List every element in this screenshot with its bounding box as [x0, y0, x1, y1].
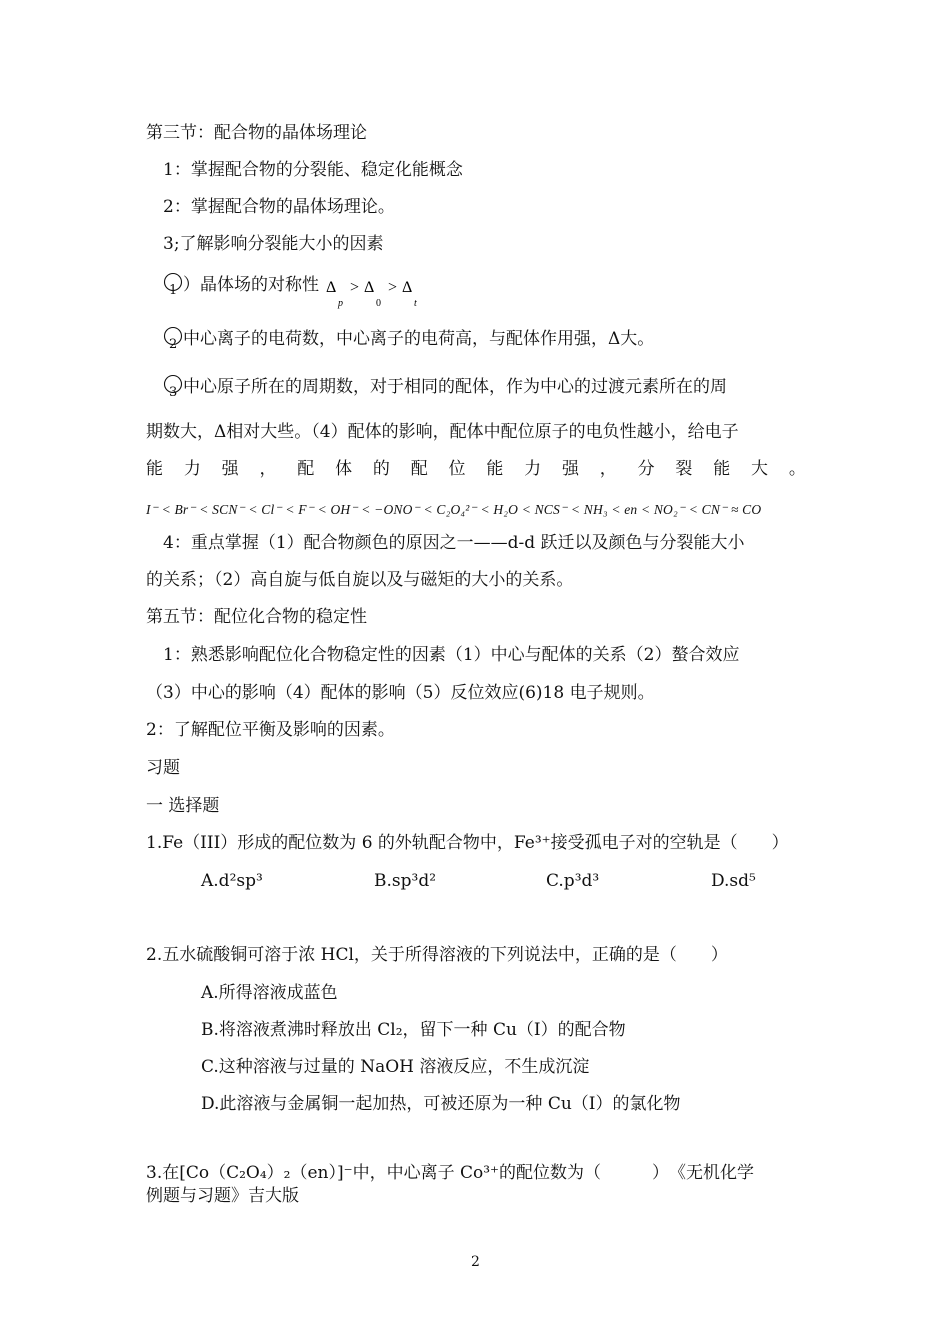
svg-text:Δ: Δ — [326, 279, 337, 296]
question-3-stem-line1: 3.在[Co（C₂O₄）₂（en）]⁻中，中心离子 Co³⁺的配位数为（ ） 《无机化学 — [146, 1163, 755, 1183]
svg-text:t: t — [414, 298, 418, 309]
svg-text:Δ: Δ — [364, 279, 375, 296]
question-1-option-c: C.p³d³ — [546, 871, 600, 891]
s5-objective-2: 2：了解配位平衡及影响的因素。 — [146, 720, 395, 740]
svg-text:0: 0 — [376, 298, 382, 309]
svg-text:Δ: Δ — [402, 279, 413, 296]
svg-text:>: > — [350, 279, 360, 296]
objective-1: 1：掌握配合物的分裂能、稳定化能概念 — [163, 160, 463, 180]
question-1-option-a: A.d²sp³ — [201, 871, 263, 891]
factor-2 — [163, 328, 654, 350]
question-2-option-b: B.将溶液煮沸时释放出 Cl₂，留下一种 Cu（I）的配合物 — [201, 1020, 626, 1040]
circled-number-1: 1 — [163, 274, 183, 292]
section3-title: 第三节：配合物的晶体场理论 — [146, 123, 367, 143]
question-1-option-d: D.sd⁵ — [711, 871, 756, 891]
factor-3-text-1: 中心原子所在的周期数，对于相同的配体，作为中心的过渡元素所在的周 — [183, 377, 727, 397]
question-1-stem: 1.Fe（III）形成的配位数为 6 的外轨配合物中，Fe³⁺接受孤电子对的空轨是（ ） — [146, 833, 789, 853]
question-1-option-b: B.sp³d² — [374, 871, 437, 891]
factor-1 — [163, 274, 424, 310]
circled-number-3: 3 — [163, 376, 183, 394]
question-2-option-d: D.此溶液与金属铜一起加热，可被还原为一种 Cu（I）的氯化物 — [201, 1094, 681, 1114]
factor-2-text: 中心离子的电荷数，中心离子的电荷高，与配体作用强，Δ大。 — [183, 329, 655, 349]
factor-1-text: ）晶体场的对称性 — [183, 275, 319, 295]
question-3-stem-line2: 例题与习题》吉大版 — [146, 1186, 299, 1206]
question-2-option-c: C.这种溶液与过量的 NaOH 溶液反应，不生成沉淀 — [201, 1057, 590, 1077]
circled-number-2: 2 — [163, 328, 183, 346]
factor-3-line1 — [163, 376, 727, 398]
section5-title: 第五节：配位化合物的稳定性 — [146, 607, 367, 627]
s5-objective-1-line2: （3）中心的影响（4）配体的影响（5）反位效应(6)18 电子规则。 — [146, 683, 655, 703]
factor-3-line2: 期数大，Δ相对大些。（4）配体的影响，配体中配位原子的电负性越小，给电子 — [146, 422, 739, 442]
objective-3: 3;了解影响分裂能大小的因素 — [163, 234, 384, 254]
svg-text:>: > — [388, 279, 398, 296]
spectrochemical-series: I⁻ < Br⁻ < SCN⁻ < Cl⁻ < F⁻ < OH⁻ < −ONO⁻ < C₂O₄²⁻ < H₂O < NCS⁻ < NH₃ < en < NO₂⁻ < CN⁻ ≈ CO — [146, 502, 762, 517]
factor-3-line3: 能 力 强 ， 配 体 的 配 位 能 力 强 ， 分 裂 能 大 。 — [146, 459, 806, 479]
question-2-option-a: A.所得溶液成蓝色 — [201, 983, 338, 1003]
s5-objective-1-line1: 1：熟悉影响配位化合物稳定性的因素（1）中心与配体的关系（2）螯合效应 — [163, 645, 740, 665]
question-2-stem: 2.五水硫酸铜可溶于浓 HCl，关于所得溶液的下列说法中，正确的是（ ） — [146, 945, 728, 965]
symmetry-formula — [324, 274, 424, 310]
multiple-choice-heading: 一 选择题 — [146, 796, 220, 816]
objective-4-line2: 的关系；（2）高自旋与低自旋以及与磁矩的大小的关系。 — [146, 570, 574, 590]
exercises-heading: 习题 — [146, 758, 180, 778]
objective-4-line1: 4：重点掌握（1）配合物颜色的原因之一——d-d 跃迁以及颜色与分裂能大小 — [163, 533, 745, 553]
svg-text:p: p — [338, 298, 344, 309]
objective-2: 2：掌握配合物的晶体场理论。 — [163, 197, 395, 217]
page-number: 2 — [471, 1254, 480, 1270]
